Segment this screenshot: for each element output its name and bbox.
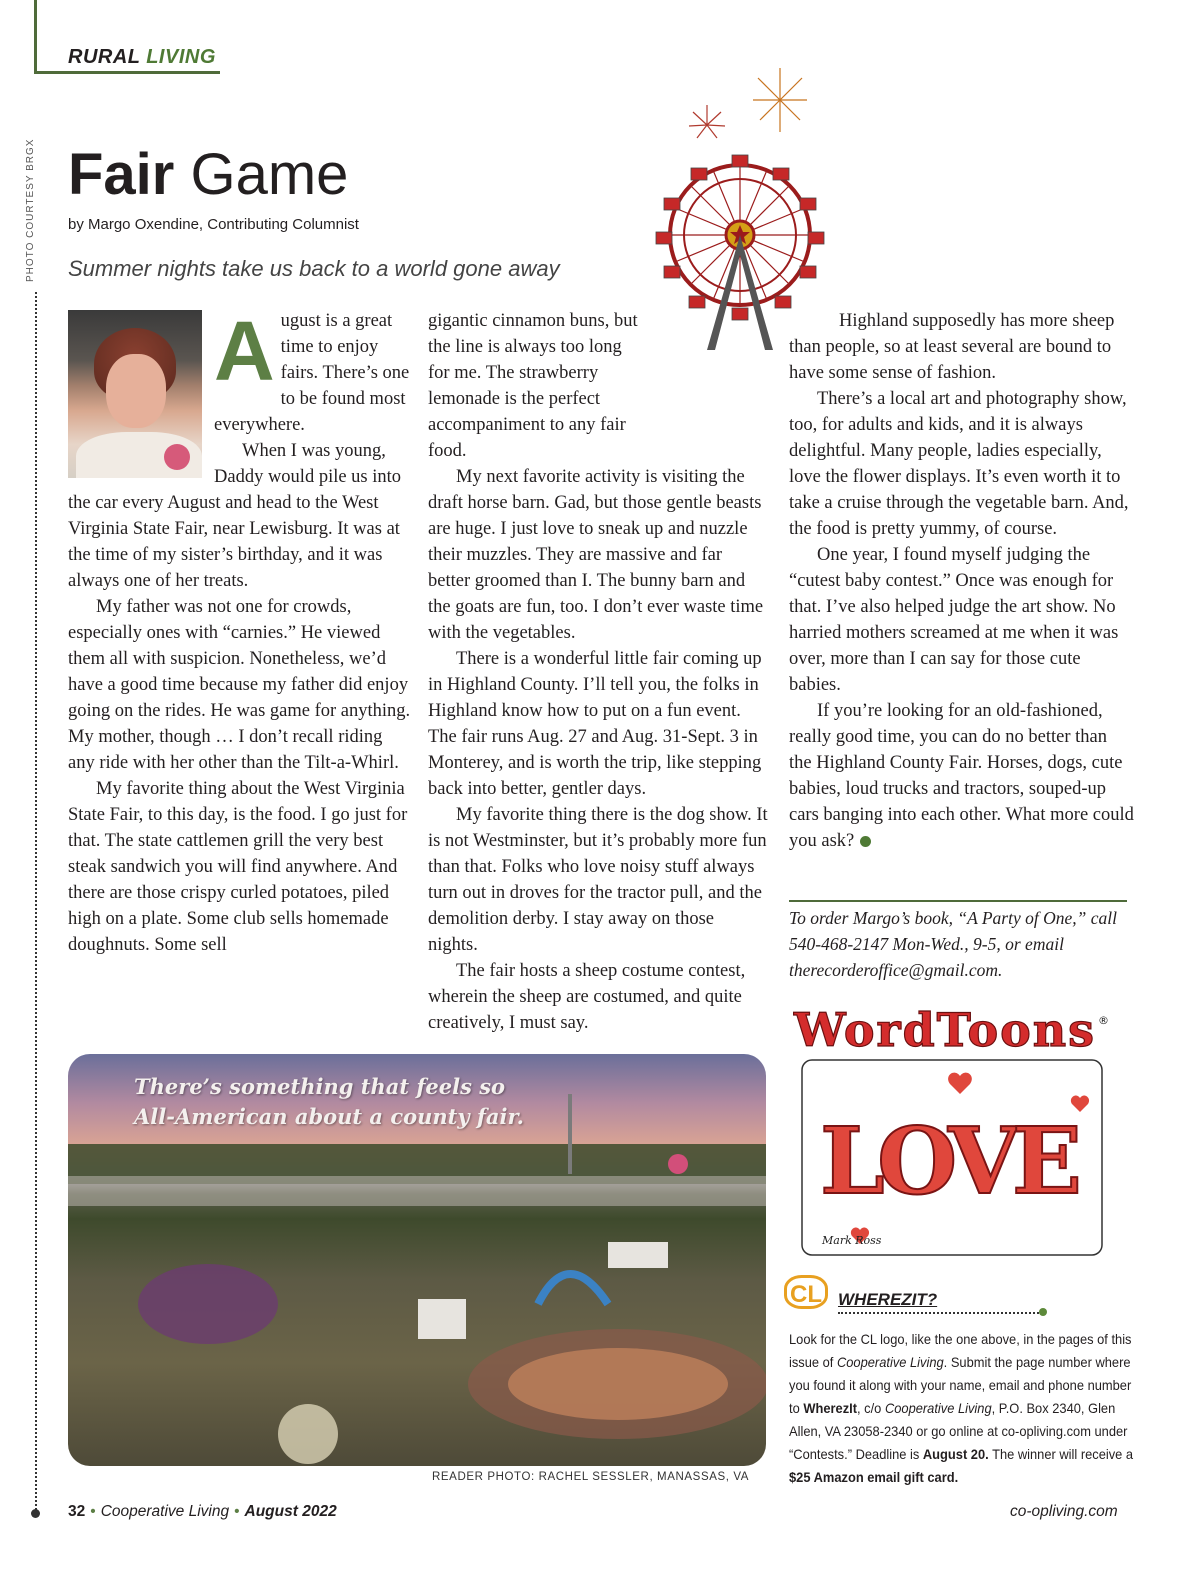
margin-dot [31,1509,40,1518]
end-mark-icon [860,836,871,847]
paragraph [789,698,1134,854]
paragraph: One year, I found myself judging the “cutest baby contest.” Once was enough for that. I’ve also helped judge the art show. No harried mothers screamed at me when it was over, more than I can say for those cute babies. [789,545,1119,695]
article-column-3 [789,308,1134,854]
paragraph: ugust is a great time to enjoy fairs. There’s one to be found most everywhere. [214,311,410,435]
firework-left [689,105,725,138]
paragraph: My next favorite activity is visiting the draft horse barn. Gad, but those gentle beasts are huge. I just love to sneak up and nuzzle their muzzles. They are massive and far better groomed than I. The bunny barn and the goats are fun, too. I don’t ever waste time with the vegetables. [428,467,764,643]
wherezit-dotted-rule [838,1312,1042,1314]
paragraph: My favorite thing about the West Virginia State Fair, to this day, is the food. I go just for that. The state cattlemen grill the very best steak sandwich you will find anywhere. And there are those crispy curled potatoes, piled high on a plate. Some club sells homemade doughnuts. Some sell [68,779,408,955]
paragraph: There’s a local art and photography show, too, for adults and kids, and it is always delightful. Many people, ladies especially, love the flower displays. It’s even worth it to take a cruise through the vegetable barn. And, the food is pretty yummy, of course. [789,389,1129,539]
cl-logo: CL [784,1275,828,1309]
title-bold: Fair [68,142,175,207]
reader-photo-credit: READER PHOTO: RACHEL SESSLER, MANASSAS, VA [432,1471,750,1483]
wordtoons-reg: ® [1098,1014,1109,1027]
article-title [68,140,348,210]
wz-magazine-2: Cooperative Living [884,1400,992,1416]
wherezit-text [789,1328,1143,1489]
paragraph: gigantic cinnamon buns, but the line is always too long for me. The strawberry lemonade is the perfect accompaniment to any fair food. [428,311,638,461]
fair-photo [68,1054,766,1466]
magazine-name: Cooperative Living [100,1503,230,1520]
paragraph: There is a wonderful little fair coming up in Highland County. I’ll tell you, the folks in Highland know how to put on a fun event. The fair runs Aug. 27 and Aug. 31-Sept. 3 in Monterey, and is worth the trip, like stepping back into better, gentler days. [428,649,762,799]
wz-text-4: , P.O. Box 2340, Glen Allen, VA 23058-2340 or go online at co-opliving.com under “Contests.” Deadline is [789,1400,1128,1462]
wz-text-5: The winner will receive a [988,1446,1134,1462]
wherezit-title: WHEREZIT? [838,1290,938,1309]
wordtoons-cartoon [790,998,1110,1268]
article-column-1 [68,304,413,958]
footer-url[interactable]: co-opliving.com [1010,1503,1118,1520]
drop-cap: A [214,304,275,398]
issue-date: August 2022 [244,1503,337,1520]
article-column-2 [428,308,768,1036]
caption-line-2: All-American about a county fair. [134,1104,524,1129]
section-label-living: LIVING [146,46,216,68]
firework-right [753,68,807,132]
byline: by Margo Oxendine, Contributing Columnist [68,216,359,233]
footer: 32 • Cooperative Living • August 2022 [68,1503,337,1520]
wordtoons-title: WordToons [794,1003,1094,1057]
paragraph: The fair hosts a sheep costume contest, wherein the sheep are costumed, and quite creatively, I must say. [428,961,746,1033]
wz-magazine: Cooperative Living [836,1354,944,1370]
last-paragraph-text: If you’re looking for an old-fashioned, really good time, you can do no better than the Highland County Fair. Horses, dogs, cute babies, loud trucks and tractors, souped-up cars banging into each other. What more could you ask? [789,701,1134,851]
book-note: To order Margo’s book, “A Party of One,” call 540-468-2147 Mon-Wed., 9-5, or email therecorderoffice@gmail.com. [789,908,1117,980]
wz-deadline: August 20. [922,1446,989,1462]
paragraph: My favorite thing there is the dog show. It is not Westminster, but it’s probably more fun than that. Folks who love noisy stuff always turn out in droves for the tractor pull, and the demolition derby. I stay away on those nights. [428,805,768,955]
paragraph: Highland supposedly has more sheep than people, so at least several are bound to have some sense of fashion. [789,311,1115,383]
header-rule-horizontal [34,71,220,74]
margin-dotted-line [35,292,37,1514]
paragraph: My father was not one for crowds, especially ones with “carnies.” He viewed them all with suspicion. Nonetheless, we’d have a good time because my father did enjoy going on the rides. He was game for anything. My mother, though … I don’t recall riding any ride with her other than the Tilt-a-Whirl. [68,597,411,773]
paragraph: When I was young, Daddy would pile us into the car every August and head to the West Virginia State Fair, near Lewisburg. It was at the time of my sister’s birthday, and it was always one of her treats. [68,441,402,591]
photo-caption [134,1072,524,1132]
page-number: 32 [68,1503,86,1520]
wz-name: WherezIt [803,1400,858,1416]
cartoonist-signature: Mark Ross [822,1234,882,1247]
photo-credit: PHOTO COURTESY BRGX [25,138,36,282]
wordtoons-word: LOVE [820,1107,1082,1215]
header-rule-vertical [34,0,37,74]
wz-text-2: . Submit the page number where you found it along with your name, email and phone number to [789,1354,1132,1416]
book-note-rule [789,900,1127,902]
section-label-rural: RURAL [68,46,141,68]
wherezit-dot [1039,1308,1047,1316]
article-dek: Summer nights take us back to a world gone away [68,256,560,281]
section-label [68,46,216,69]
title-rest: Game [174,142,349,207]
author-photo [68,310,202,478]
wz-text-1: Look for the CL logo, like the one above, in the pages of this issue of [789,1331,1132,1370]
wz-prize: $25 Amazon email gift card. [789,1469,959,1485]
caption-line-1: There’s something that feels so [134,1074,506,1099]
wz-text-3: , c/o [857,1400,885,1416]
